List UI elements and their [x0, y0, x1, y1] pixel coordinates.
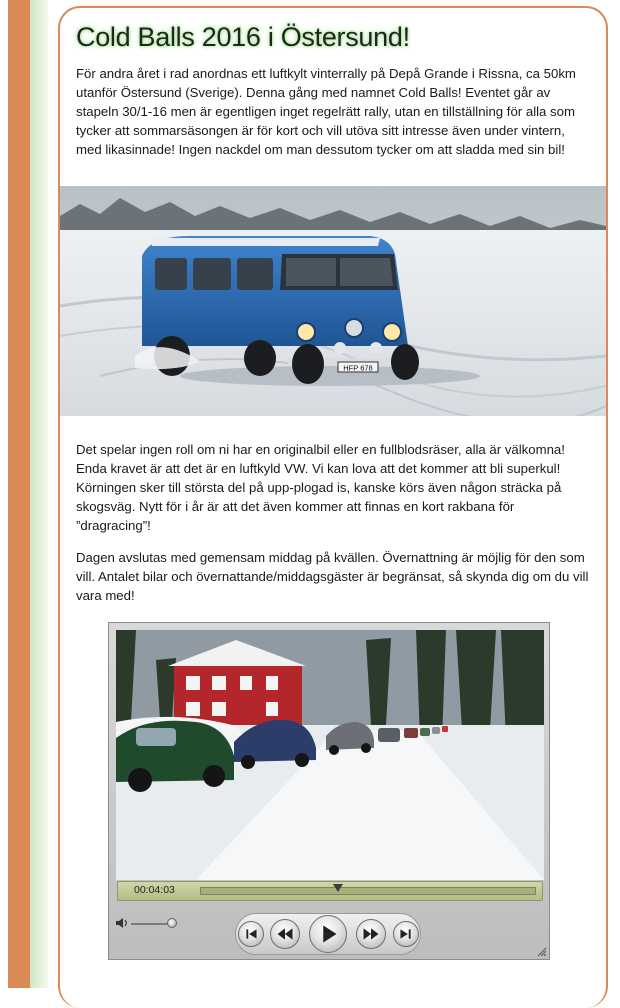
play-button[interactable] — [309, 915, 347, 953]
rewind-button[interactable] — [270, 919, 300, 949]
skip-back-button[interactable] — [238, 921, 264, 947]
rewind-icon — [271, 920, 299, 948]
article-card — [58, 6, 608, 1008]
left-stripe-green — [30, 0, 48, 988]
van-license-plate: HFP 678 — [343, 363, 373, 373]
body-paragraph: Det spelar ingen roll om ni har en originalbil eller en fullblodsräser, alla är välkomna! Enda kravet är att det är en luftkyld VW. Vi kan lova att det kommer att bli superkul! Körningen sker till största del på upp-plogad is, kanske körs även någon sträcka på skogsväg. Nytt för i år är att det även kommer att finnas en kort rakbana för ”dragracing”! — [76, 442, 565, 533]
skip-forward-icon — [394, 922, 418, 946]
intro-paragraph: För andra året i rad anordnas ett luftkylt vinterrally på Depå Grande i Rissna, ca 50km utanför Östersund (Sverige). Denna gång med namnet Cold Balls! Eventet går av stapeln 30/1-16 men är egentligen inget regelrätt rally, utan en tillställning för alla som tycker att sommarsäsongen är för kort och vill utöva sitt intresse även under vintern, med likasinnade! Ingen nackdel om man dessutom tycker om att sladda med sin bil! — [76, 66, 576, 157]
play-icon — [310, 916, 346, 952]
video-player — [108, 622, 550, 960]
playhead-handle[interactable] — [333, 884, 343, 892]
article-title: Cold Balls 2016 i Östersund! — [76, 22, 410, 52]
fast-forward-button[interactable] — [356, 919, 386, 949]
van-photo — [60, 186, 606, 416]
fast-forward-icon — [357, 920, 385, 948]
resize-grip-icon[interactable] — [535, 945, 547, 957]
transport-controls — [235, 913, 421, 955]
skip-back-icon — [239, 922, 263, 946]
timecode: 00:04:03 — [134, 884, 175, 896]
scrub-track[interactable] — [200, 887, 536, 895]
closing-paragraph: Dagen avslutas med gemensam middag på kvällen. Övernattning är möjlig för den som vill. Antalet bilar och övernattande/middagsgäster är begränsat, så skynda dig om du vill vara med! — [76, 550, 589, 603]
video-frame[interactable] — [116, 630, 544, 880]
left-stripe-orange — [8, 0, 30, 988]
volume-slider-knob[interactable] — [167, 918, 177, 928]
volume-icon[interactable] — [115, 917, 129, 929]
time-bar — [117, 881, 543, 901]
skip-forward-button[interactable] — [393, 921, 419, 947]
